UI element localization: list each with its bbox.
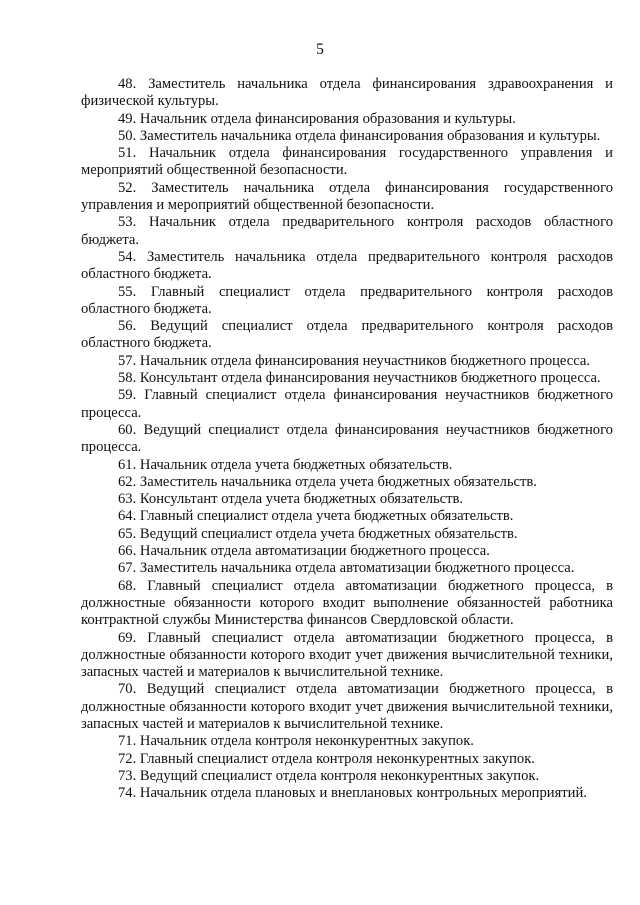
item-number: 53. — [118, 214, 137, 231]
position-list — [81, 76, 613, 802]
item-number: 60. — [118, 421, 137, 438]
list-item — [81, 214, 613, 249]
item-text: Ведущий специалист отдела финансирования неучастников бюджетного процесса. — [81, 421, 613, 456]
item-text: Заместитель начальника отдела автоматизации бюджетного процесса. — [139, 560, 575, 577]
item-number: 65. — [118, 525, 137, 542]
list-item — [81, 543, 613, 560]
item-text: Ведущий специалист отдела предварительного контроля расходов областного бюджета. — [81, 318, 613, 352]
list-item — [81, 370, 613, 387]
item-text: Заместитель начальника отдела финансирования образования и культуры. — [139, 127, 601, 144]
list-item — [81, 785, 613, 802]
item-text: Заместитель начальника отдела финансирования здравоохранения и физической культуры. — [81, 76, 613, 110]
list-item — [81, 318, 613, 353]
item-text: Начальник отдела учета бюджетных обязательств. — [139, 456, 453, 473]
item-text: Главный специалист отдела автоматизации бюджетного процесса, в должностные обязанности которого входит выполнение обязанностей работника контрактной службы Министерства финансов Свердловской области. — [81, 577, 613, 629]
list-item — [81, 76, 613, 111]
item-number: 48. — [118, 76, 137, 92]
item-number: 68. — [118, 577, 137, 594]
item-text: Начальник отдела плановых и внеплановых контрольных мероприятий. — [139, 785, 587, 802]
list-item — [81, 422, 613, 457]
item-number: 69. — [118, 629, 137, 646]
list-item — [81, 128, 613, 145]
item-text: Заместитель начальника отдела финансирования государственного управления и мероприятий общественной безопасности. — [81, 179, 613, 214]
list-item — [81, 733, 613, 750]
list-item — [81, 111, 613, 128]
page-number: 5 — [316, 41, 324, 58]
item-number: 63. — [118, 491, 137, 508]
item-text: Начальник отдела автоматизации бюджетного процесса. — [139, 543, 490, 560]
list-item — [81, 681, 613, 733]
list-item — [81, 387, 613, 422]
item-number: 59. — [118, 387, 137, 404]
list-item — [81, 526, 613, 543]
item-text: Консультант отдела учета бюджетных обязательств. — [139, 491, 464, 508]
item-text: Начальник отдела финансирования неучастников бюджетного процесса. — [139, 352, 591, 369]
item-number: 51. — [118, 145, 137, 162]
item-number: 74. — [118, 785, 137, 802]
item-number: 50. — [118, 127, 137, 144]
list-item — [81, 508, 613, 525]
item-number: 61. — [118, 456, 137, 473]
list-item — [81, 630, 613, 682]
list-item — [81, 768, 613, 785]
item-number: 72. — [118, 750, 137, 767]
item-text: Ведущий специалист отдела контроля неконкурентных закупок. — [139, 767, 540, 784]
item-number: 54. — [118, 248, 137, 265]
item-text: Ведущий специалист отдела автоматизации бюджетного процесса, в должностные обязанности которого входит учет движения вычислительной техники, запасных частей и материалов к вычислительной технике. — [81, 681, 614, 732]
list-item — [81, 249, 613, 284]
item-number: 62. — [118, 473, 137, 490]
item-text: Главный специалист отдела финансирования неучастников бюджетного процесса. — [81, 387, 613, 421]
item-text: Консультант отдела финансирования неучастников бюджетного процесса. — [139, 370, 601, 387]
item-text: Начальник отдела контроля неконкурентных закупок. — [139, 733, 474, 750]
item-number: 73. — [118, 767, 137, 784]
list-item — [81, 284, 613, 319]
item-text: Начальник отдела предварительного контроля расходов областного бюджета. — [81, 214, 613, 248]
item-number: 52. — [118, 179, 137, 196]
list-item — [81, 180, 613, 215]
item-number: 55. — [118, 283, 137, 300]
item-number: 58. — [118, 370, 137, 387]
item-text: Начальник отдела финансирования образования и культуры. — [139, 110, 516, 127]
item-number: 70. — [118, 681, 137, 698]
list-item — [81, 457, 613, 474]
item-text: Начальник отдела финансирования государственного управления и мероприятий общественной безопасности. — [81, 145, 613, 179]
item-number: 57. — [118, 352, 137, 369]
item-text: Главный специалист отдела контроля неконкурентных закупок. — [139, 750, 535, 767]
list-item — [81, 560, 613, 577]
item-number: 66. — [118, 543, 137, 560]
list-item — [81, 145, 613, 180]
list-item — [81, 353, 613, 370]
item-number: 71. — [118, 733, 137, 750]
item-number: 67. — [118, 560, 137, 577]
item-text: Главный специалист отдела учета бюджетных обязательств. — [139, 508, 514, 525]
item-number: 64. — [118, 508, 137, 525]
item-text: Ведущий специалист отдела учета бюджетных обязательств. — [139, 525, 518, 542]
list-item — [81, 491, 613, 508]
item-number: 56. — [118, 318, 137, 335]
item-text: Главный специалист отдела предварительного контроля расходов областного бюджета. — [81, 283, 613, 317]
list-item — [81, 578, 613, 630]
list-item — [81, 474, 613, 491]
item-text: Главный специалист отдела автоматизации бюджетного процесса, в должностные обязанности которого входит учет движения вычислительной техники, запасных частей и материалов к вычислительной технике. — [81, 629, 613, 681]
item-number: 49. — [118, 110, 137, 127]
list-item — [81, 751, 613, 768]
item-text: Заместитель начальника отдела учета бюджетных обязательств. — [139, 473, 537, 490]
item-text: Заместитель начальника отдела предварительного контроля расходов областного бюджета. — [81, 248, 613, 283]
